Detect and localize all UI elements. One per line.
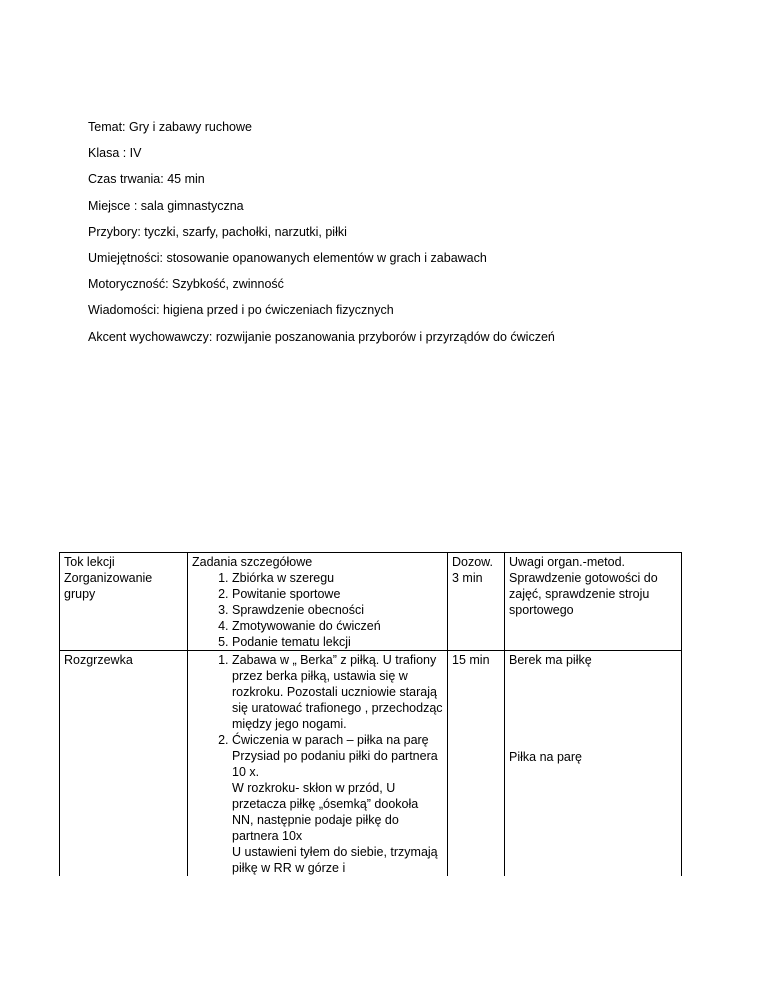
knowledge-line: Wiadomości: higiena przed i po ćwiczeniach fizycznych bbox=[88, 303, 394, 318]
educational-accent-line: Akcent wychowawczy: rozwijanie poszanowania przyborów i przyrządów do ćwiczeń bbox=[88, 329, 555, 344]
dosage-value: 3 min bbox=[452, 571, 483, 585]
table-row bbox=[60, 553, 682, 651]
list-item: 1. Zabawa w „ Berka” z piłką. U trafiony przez berka piłką, ustawia się w rozkroku. Pozostali uczniowie starają się uratować trafionego , przechodząc między jego nogami. bbox=[232, 652, 443, 732]
notes-text: Piłka na parę bbox=[509, 750, 582, 764]
lesson-info bbox=[88, 114, 708, 350]
motor-line: Motoryczność: Szybkość, zwinność bbox=[88, 277, 284, 292]
list-item: 3. Sprawdzenie obecności bbox=[232, 602, 443, 618]
notes-cell bbox=[505, 553, 682, 651]
dosage-cell bbox=[448, 651, 505, 877]
dosage-cell bbox=[448, 553, 505, 651]
notes-text: Sprawdzenie gotowości do zajęć, sprawdzenie stroju sportowego bbox=[509, 571, 658, 617]
topic-line: Temat: Gry i zabawy ruchowe bbox=[88, 120, 252, 134]
tasks-cell bbox=[188, 651, 448, 877]
list-item bbox=[232, 732, 443, 876]
stage-label: Zorganizowanie bbox=[64, 571, 153, 585]
exercise-line: U ustawieni tyłem do siebie, trzymają piłkę w RR w górze i bbox=[232, 845, 438, 875]
list-item: 4. Zmotywowanie do ćwiczeń bbox=[232, 618, 443, 634]
column-header-tasks: Zadania szczegółowe bbox=[192, 555, 313, 569]
stage-label: Rozgrzewka bbox=[64, 653, 133, 667]
list-item: 2. Powitanie sportowe bbox=[232, 586, 443, 602]
column-header-stage: Tok lekcji bbox=[64, 555, 115, 569]
equipment-line: Przybory: tyczki, szarfy, pachołki, narzutki, piłki bbox=[88, 224, 347, 239]
place-line: Miejsce : sala gimnastyczna bbox=[88, 198, 244, 213]
class-line: Klasa : IV bbox=[88, 146, 142, 161]
stage-cell bbox=[60, 553, 188, 651]
lesson-plan-table bbox=[59, 552, 682, 876]
exercise-line: W rozkroku- skłon w przód, U przetacza piłkę „ósemką” dookoła NN, następnie podaje piłkę do partnera 10x bbox=[232, 781, 419, 843]
dosage-value: 15 min bbox=[452, 653, 490, 667]
notes-text: Berek ma piłkę bbox=[509, 653, 592, 667]
column-header-notes: Uwagi organ.-metod. bbox=[509, 555, 626, 569]
exercise-title: 2. Ćwiczenia w parach – piłka na parę bbox=[232, 733, 429, 747]
table-row bbox=[60, 651, 682, 877]
tasks-cell bbox=[188, 553, 448, 651]
stage-label: grupy bbox=[64, 587, 96, 601]
duration-line: Czas trwania: 45 min bbox=[88, 172, 205, 187]
stage-cell bbox=[60, 651, 188, 877]
column-header-dosage: Dozow. bbox=[452, 555, 493, 569]
tasks-list bbox=[192, 652, 443, 876]
list-item: 1. Zbiórka w szeregu bbox=[232, 570, 443, 586]
tasks-list bbox=[192, 570, 443, 650]
notes-cell bbox=[505, 651, 682, 877]
exercise-line: Przysiad po podaniu piłki do partnera 10 x. bbox=[232, 749, 438, 779]
spacer bbox=[509, 668, 677, 749]
skills-line: Umiejętności: stosowanie opanowanych elementów w grach i zabawach bbox=[88, 250, 487, 265]
list-item: 5. Podanie tematu lekcji bbox=[232, 634, 443, 650]
